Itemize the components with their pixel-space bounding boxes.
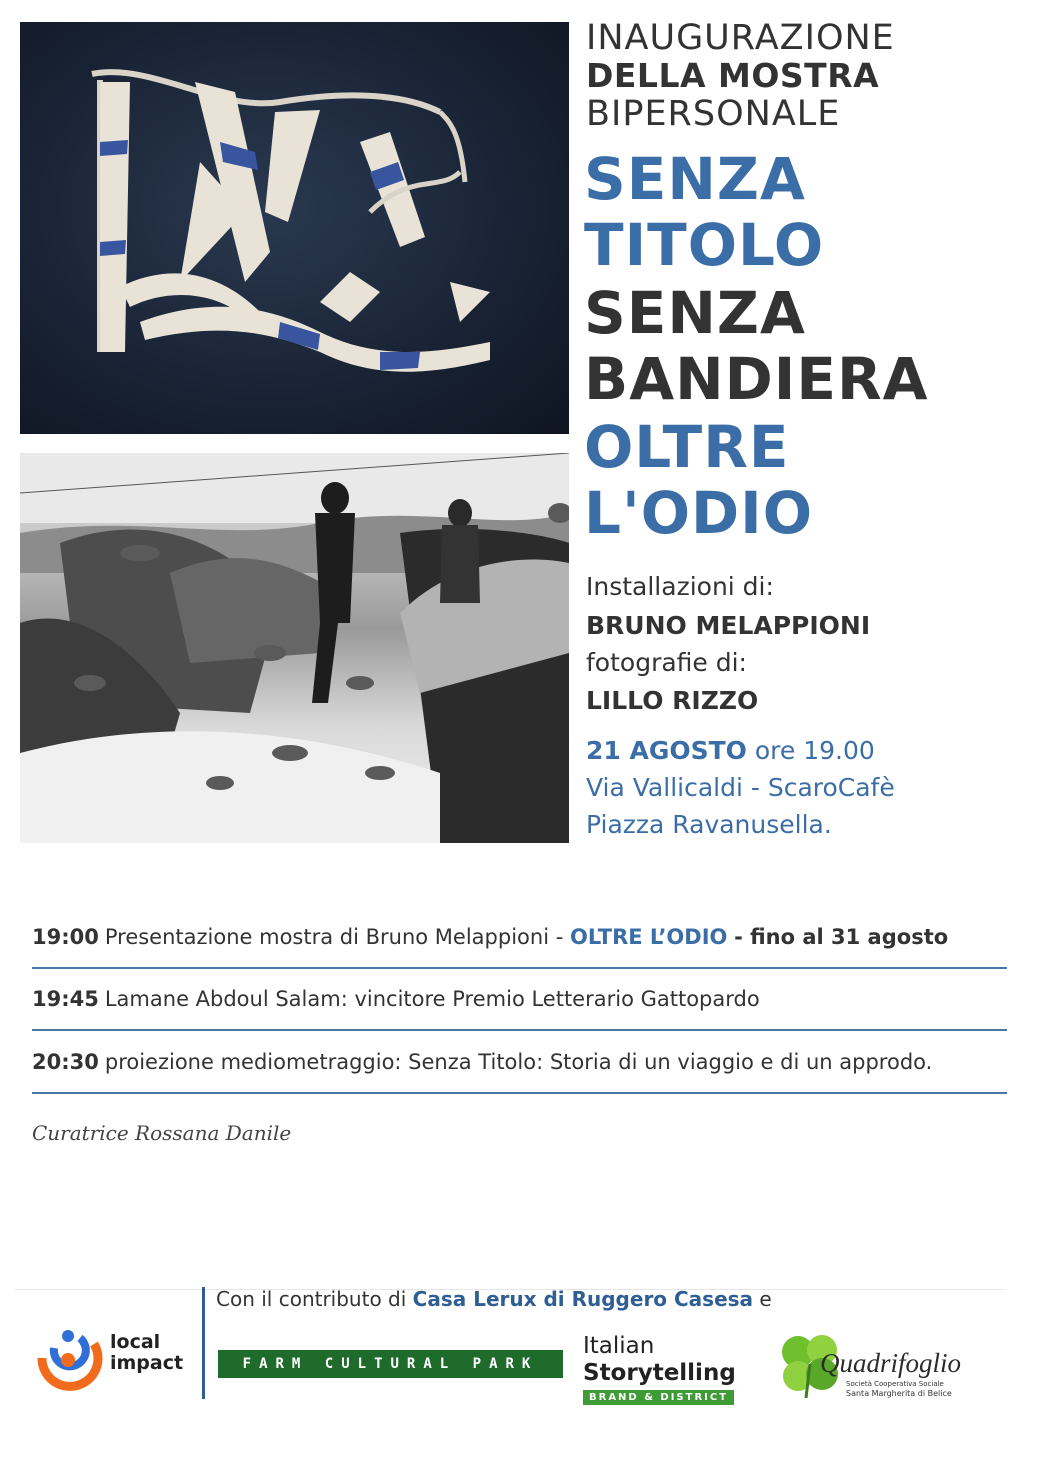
flag-sculpture-image [20,22,569,434]
title-line-odio: L'ODIO [584,479,814,547]
storytelling-tag: BRAND & DISTRICT [583,1390,734,1405]
sponsor-name: Casa Lerux di Ruggero Casesa [412,1287,754,1311]
artwork-photo [20,22,569,434]
header-line-3: BIPERSONALE [586,94,841,134]
photos-label: fotografie di: [586,648,747,677]
header-line-2: DELLA MOSTRA [586,56,880,95]
program-time: 19:00 [32,925,99,949]
event-address-line-1: Via Vallicaldi - ScaroCafè [586,773,895,802]
local-impact-line-2: impact [110,1352,184,1374]
contribution-line [216,1287,772,1311]
storytelling-line-2: Storytelling [583,1360,736,1386]
local-impact-logo [32,1318,197,1398]
program-suffix: - fino al 31 agosto [734,925,949,949]
title-line-titolo: TITOLO [584,211,825,279]
title-line-senza-1: SENZA [584,145,806,213]
storytelling-line-1: Italian [583,1333,655,1359]
farm-cultural-park-logo: FARM CULTURAL PARK [218,1350,563,1378]
event-datetime [586,735,875,767]
refugee-camp-image [20,453,569,843]
photos-artist: LILLO RIZZO [586,686,759,715]
quadrifoglio-sub-2: Santa Margherita di Belice [846,1389,952,1398]
event-date: 21 AGOSTO [586,736,747,765]
program-row [32,1032,1007,1094]
program-row [32,969,1007,1031]
program-text: proiezione mediometraggio: Senza Titolo: Storia di un viaggio e di un approdo. [104,1050,933,1074]
local-impact-line-1: local [110,1331,161,1353]
contrib-suffix: e [759,1287,772,1311]
installations-label: Installazioni di: [586,572,774,601]
quadrifoglio-sub-1: Società Cooperativa Sociale [846,1380,944,1388]
contrib-prefix: Con il contributo di [216,1287,407,1311]
italian-storytelling-logo [583,1333,763,1415]
event-time: ore 19.00 [746,736,875,765]
installations-artist: BRUNO MELAPPIONI [586,611,871,640]
title-line-senza-2: SENZA [584,279,806,347]
program-highlight: OLTRE L’ODIO [569,925,728,949]
program-time: 19:45 [32,987,99,1011]
quadrifoglio-name: Quadrifoglio [820,1348,962,1378]
title-line-oltre: OLTRE [584,413,790,481]
program-row [32,907,1007,969]
program-text: Presentazione mostra di Bruno Melappioni - [104,925,564,949]
footer-divider [202,1287,205,1399]
curator-credit: Curatrice Rossana Danile [32,1121,292,1145]
camp-photo [20,453,569,843]
header-line-1: INAUGURAZIONE [586,18,895,58]
quadrifoglio-logo [776,1330,991,1410]
event-address-line-2: Piazza Ravanusella. [586,810,832,839]
title-line-bandiera: BANDIERA [584,345,929,413]
program-text: Lamane Abdoul Salam: vincitore Premio Letterario Gattopardo [104,987,760,1011]
program-time: 20:30 [32,1050,99,1074]
